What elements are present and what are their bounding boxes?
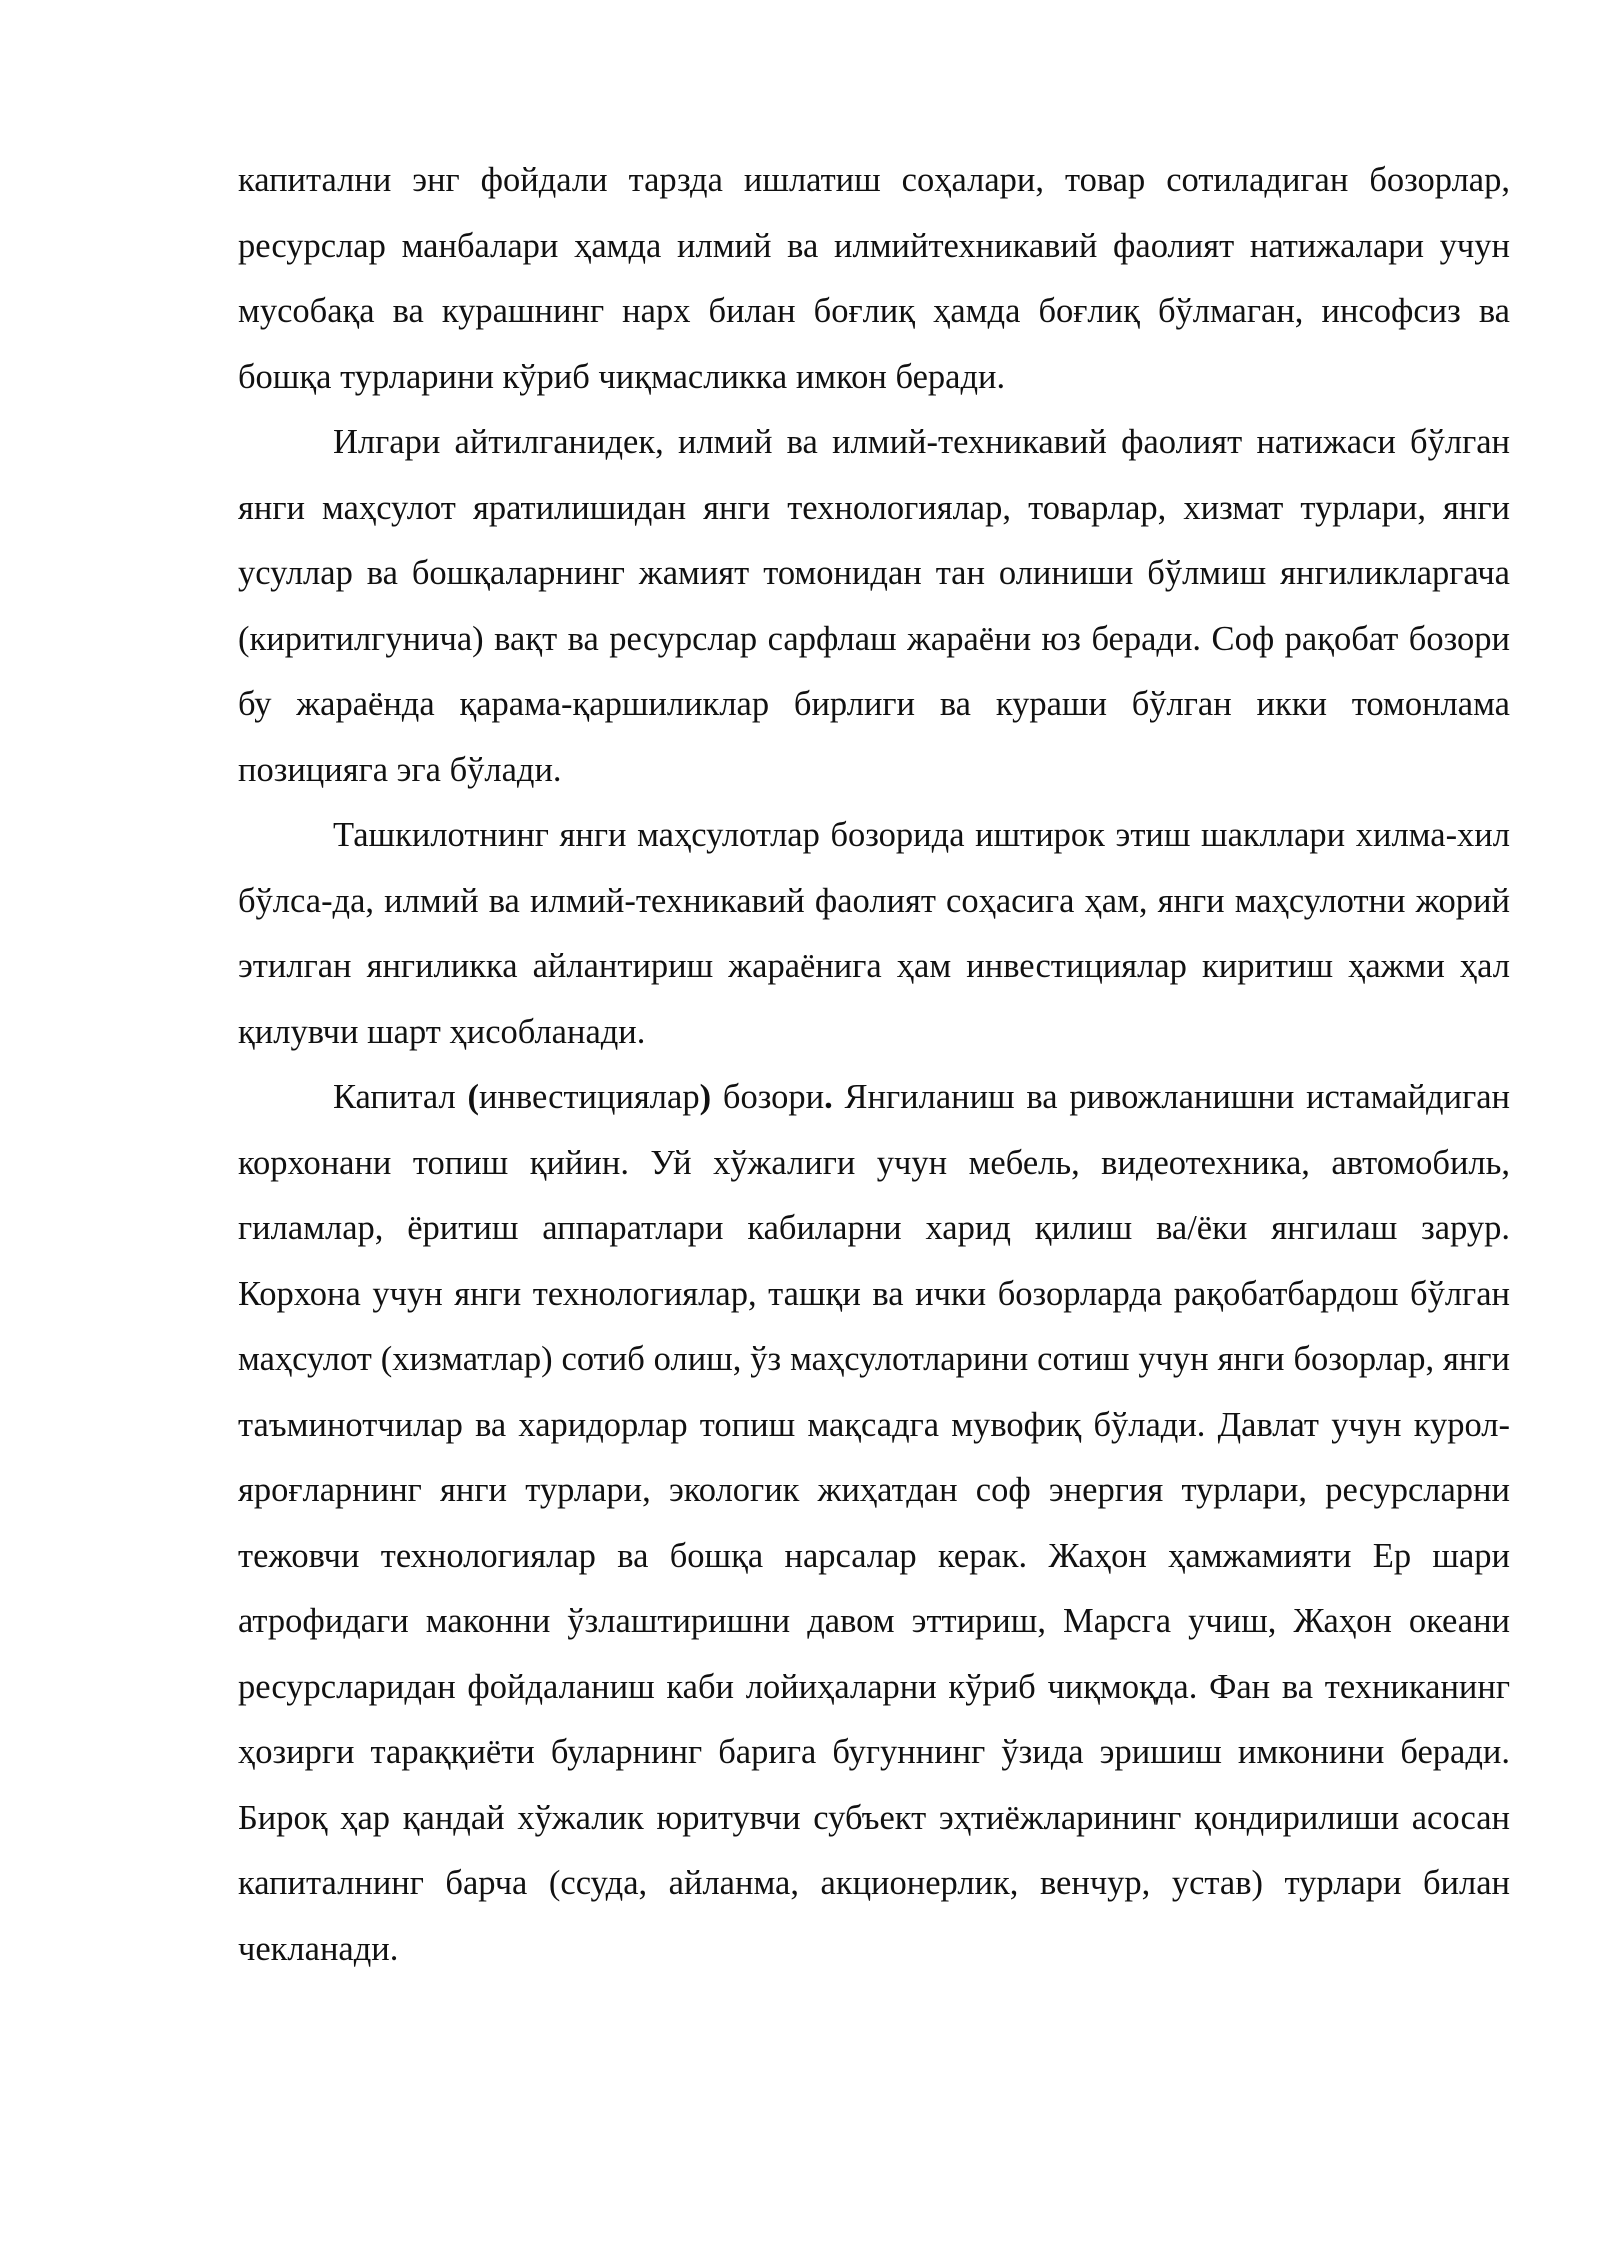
document-page: [238, 148, 1510, 1982]
section-heading-paren-open: (: [467, 1078, 479, 1116]
section-heading-word-1: Капитал: [333, 1078, 468, 1116]
paragraph-4: [238, 1065, 1510, 1982]
section-heading-word-3: бозори: [711, 1078, 825, 1116]
section-heading-period: .: [824, 1078, 833, 1116]
paragraph-1: капитални энг фойдали тарзда ишлатиш соҳалари, товар сотиладиган бозорлар, ресурслар манбалари ҳамда илмий ва илмийтехникавий фаолият натижалари учун мусобақа ва курашнинг нарх билан боғлиқ ҳамда боғлиқ бўлмаган, инсофсиз ва бошқа турларини кўриб чиқмасликка имкон беради.: [238, 161, 1510, 396]
paragraph-4-body: Янгиланиш ва ривожланишни истамайдиган корхонани топиш қийин. Уй хўжалиги учун мебель, видеотехника, автомобиль, гиламлар, ёритиш аппаратлари кабиларни харид қилиш ва/ёки янгилаш зарур. Корхона учун янги технологиялар, ташқи ва ички бозорларда рақобатбардош бўлган маҳсулот (хизматлар) сотиб олиш, ўз маҳсулотларини сотиш учун янги бозорлар, янги таъминотчилар ва харидорлар топиш мақсадга мувофиқ бўлади. Давлат учун курол-яроғларнинг янги турлари, экологик жиҳатдан соф энергия турлари, ресурсларни тежовчи технологиялар ва бошқа нарсалар керак. Жаҳон ҳамжамияти Ер шари атрофидаги маконни ўзлаштиришни давом эттириш, Марсга учиш, Жаҳон океани ресурсларидан фойдаланиш каби лойиҳаларни кўриб чиқмоқда. Фан ва техниканинг ҳозирги тараққиёти буларнинг барига бугуннинг ўзида эришиш имконини беради. Бироқ ҳар қандай хўжалик юритувчи субъект эҳтиёжларининг қондирилиши асосан капиталнинг барча (ссуда, айланма, акционерлик, венчур, устав) турлари билан чекланади.: [238, 1078, 1510, 1968]
paragraph-2: Илгари айтилганидек, илмий ва илмий-техникавий фаолият натижаси бўлган янги маҳсулот яратилишидан янги технологиялар, товарлар, хизмат турлари, янги усуллар ва бошқаларнинг жамият томонидан тан олиниши бўлмиш янгиликларгача (киритилгунича) вақт ва ресурслар сарфлаш жараёни юз беради. Соф рақобат бозори бу жараёнда қарама-қаршиликлар бирлиги ва кураши бўлган икки томонлама позицияга эга бўлади.: [238, 423, 1510, 789]
paragraph-3: Ташкилотнинг янги маҳсулотлар бозорида иштирок этиш шакллари хилма-хил бўлса-да, илмий ва илмий-техникавий фаолият соҳасига ҳам, янги маҳсулотни жорий этилган янгиликка айлантириш жараёнига ҳам инвестициялар киритиш ҳажми ҳал қилувчи шарт ҳисобланади.: [238, 816, 1510, 1051]
section-heading-paren-close: ): [699, 1078, 712, 1116]
section-heading-word-2: инвестициялар: [478, 1078, 700, 1116]
